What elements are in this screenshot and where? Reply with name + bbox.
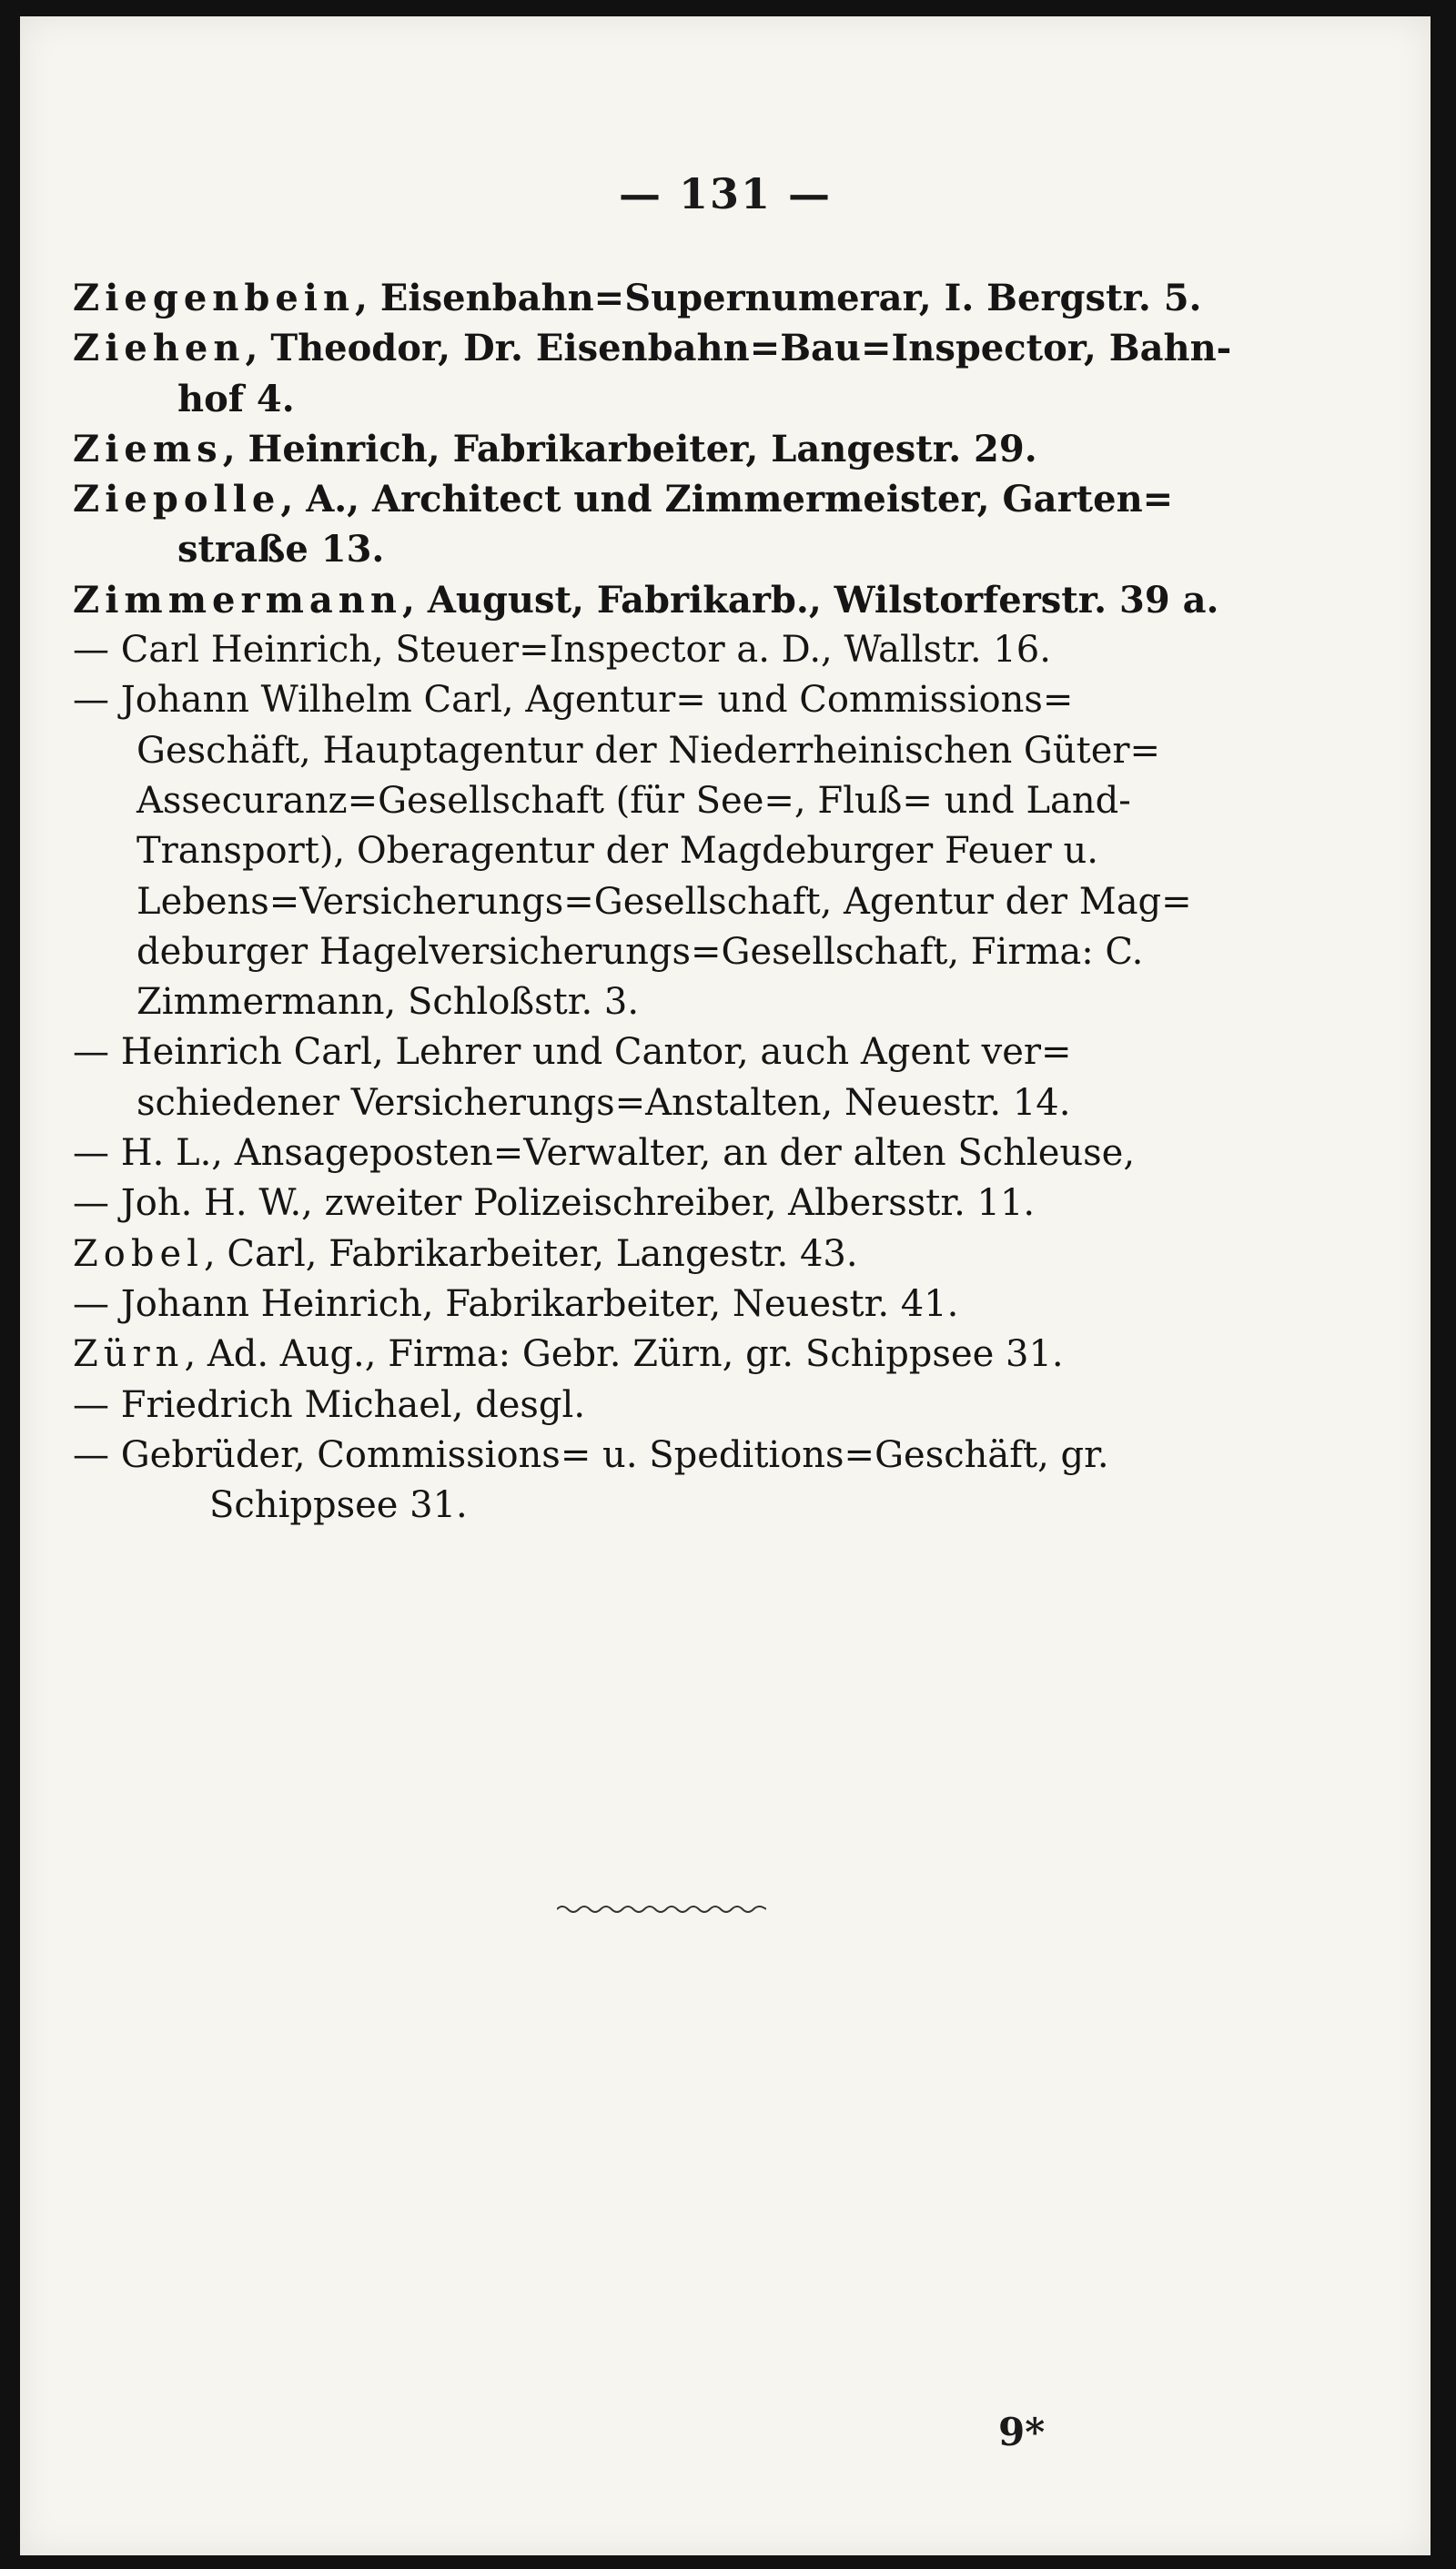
- entry-line: [73, 1381, 1183, 1431]
- entry-text: — H. L., Ansageposten=Verwalter, an der alten Schleuse,: [73, 1132, 1136, 1175]
- entry-text: , August, Fabrikarb., Wilstorferstr. 39 a.: [401, 578, 1219, 622]
- entry-text: Zimmermann, Schloßstr. 3.: [136, 981, 640, 1024]
- entry-surname: Ziehen: [73, 327, 246, 370]
- entry-surname: Zimmermann: [73, 578, 402, 622]
- entry-text: , Eisenbahn=Supernumerar, I. Bergstr. 5.: [355, 277, 1202, 319]
- entry-line: [73, 424, 1183, 474]
- entry-line: [73, 1481, 1183, 1531]
- entry-line: [73, 927, 1183, 977]
- entry-text: Geschäft, Hauptagentur der Niederrheinischen Güter=: [136, 729, 1161, 772]
- page-number: — 131 —: [618, 169, 833, 218]
- entry-text: straße 13.: [177, 528, 385, 571]
- entry-surname: Zürn: [73, 1333, 185, 1376]
- entry-line: [73, 726, 1183, 776]
- entry-text: , Carl, Fabrikarbeiter, Langestr. 43.: [203, 1232, 858, 1275]
- entry-text: , Ad. Aug., Firma: Gebr. Zürn, gr. Schippsee 31.: [184, 1333, 1064, 1376]
- entry-text: Lebens=Versicherungs=Gesellschaft, Agentur der Mag=: [136, 880, 1192, 923]
- signature-mark: 9*: [998, 2410, 1046, 2454]
- entry-line: [73, 826, 1183, 876]
- entry-text: — Gebrüder, Commissions= u. Speditions=Geschäft, gr.: [73, 1433, 1109, 1476]
- document-page: [20, 16, 1431, 2555]
- entry-line: [73, 575, 1219, 625]
- entry-line: [73, 524, 1183, 574]
- entry-line: [73, 776, 1183, 826]
- entry-line: [73, 323, 1232, 373]
- entry-text: Assecuranz=Gesellschaft (für See=, Fluß= und Land-: [136, 779, 1131, 822]
- decorative-rule: [557, 1900, 766, 1918]
- entry-text: , Heinrich, Fabrikarbeiter, Langestr. 29.: [222, 427, 1037, 470]
- entry-line: [73, 273, 1202, 323]
- entry-text: Schippsee 31.: [209, 1484, 468, 1527]
- entry-text: — Heinrich Carl, Lehrer und Cantor, auch Agent ver=: [73, 1031, 1072, 1074]
- entry-text: — Johann Wilhelm Carl, Agentur= und Commissions=: [73, 679, 1074, 722]
- entry-text: , Theodor, Dr. Eisenbahn=Bau=Inspector, Bahn-: [245, 327, 1232, 370]
- entry-line: [73, 877, 1192, 927]
- entry-line: [73, 625, 1183, 675]
- entry-text: Transport), Oberagentur der Magdeburger Feuer u.: [136, 830, 1098, 873]
- entry-line: [73, 1330, 1183, 1380]
- entry-text: — Johann Heinrich, Fabrikarbeiter, Neuestr. 41.: [73, 1282, 959, 1325]
- entry-line: [73, 1178, 1183, 1229]
- entry-line: [73, 1431, 1183, 1481]
- entry-text: hof 4.: [177, 377, 295, 420]
- entry-line: [73, 474, 1183, 524]
- entry-line: [73, 675, 1183, 725]
- entry-text: — Friedrich Michael, desgl.: [73, 1383, 586, 1426]
- entry-line: [73, 977, 1183, 1027]
- entry-surname: Zobel: [73, 1232, 204, 1275]
- entry-text: deburger Hagelversicherungs=Gesellschaft, Firma: C.: [136, 930, 1144, 973]
- entry-surname: Ziepolle: [73, 478, 281, 521]
- entry-line: [73, 1279, 1183, 1330]
- entry-line: [73, 1027, 1183, 1077]
- entry-surname: Ziegenbein: [73, 277, 356, 319]
- entry-text: schiedener Versicherungs=Anstalten, Neuestr. 14.: [136, 1081, 1071, 1124]
- entry-line: [73, 1078, 1183, 1128]
- entry-text: , A., Architect und Zimmermeister, Garten=: [280, 478, 1174, 521]
- entry-surname: Ziems: [73, 427, 223, 470]
- entry-text: — Joh. H. W., zweiter Polizeischreiber, Albersstr. 11.: [73, 1182, 1036, 1225]
- directory-entries: [73, 273, 1232, 1531]
- entry-text: — Carl Heinrich, Steuer=Inspector a. D., Wallstr. 16.: [73, 629, 1051, 672]
- entry-line: [73, 1128, 1183, 1178]
- entry-line: [73, 374, 1183, 424]
- entry-line: [73, 1229, 1183, 1279]
